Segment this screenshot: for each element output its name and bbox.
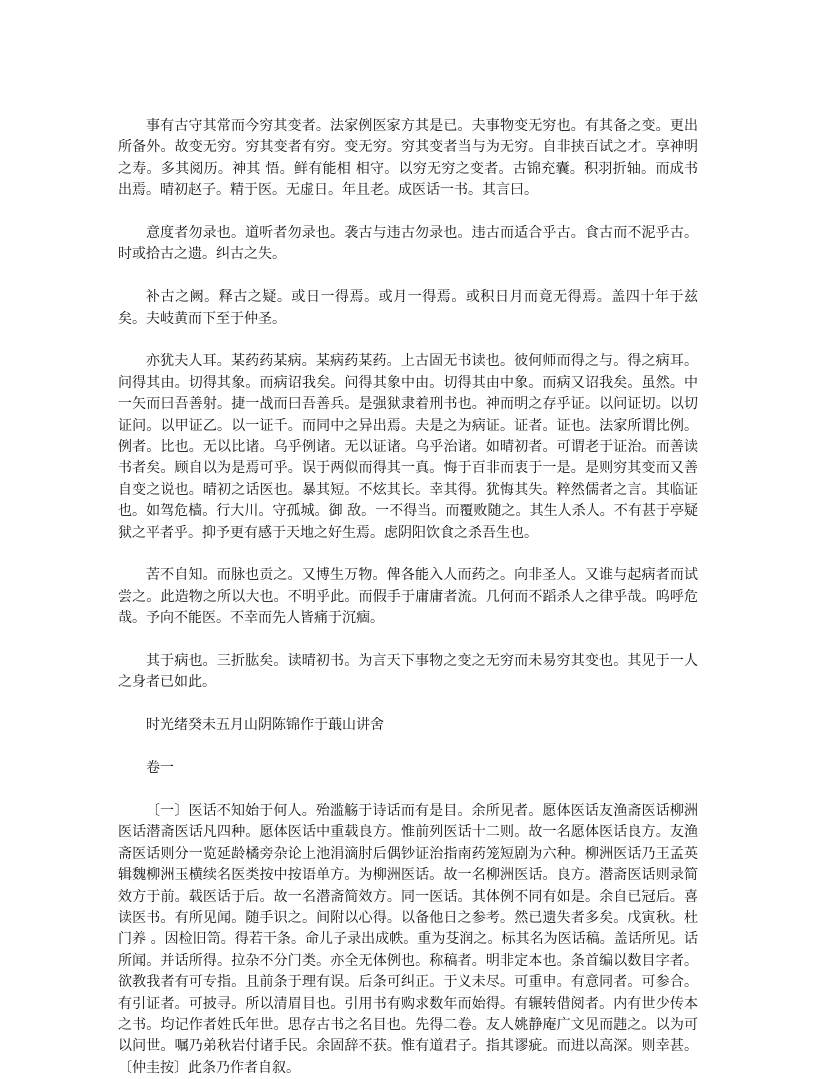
preface-paragraph-3: 补古之阙。释古之疑。或日一得焉。或月一得焉。或积日月而竟无得焉。盖四十年于兹矣。夫岐黄而下至于仲圣。 [118, 289, 698, 327]
preface-paragraph-1: 事有古守其常而今穷其变者。法家例医家方其是已。夫事物变无穷也。有其备之变。更出所备外。故变无穷。穷其变者有穷。变无穷。穷其变者当与为无穷。自非挟百试之才。享神明之寿。多其阅历。神其 悟。鲜有能相 相守。以穷无穷之变者。古锦充囊。积羽折轴。而成书出焉。晴初赵子。精于医。无虚日。年且老。成医话一书。其言曰。 [118, 118, 698, 199]
preface-signature: 时光绪癸未五月山阴陈锦作于蕺山讲舍 [146, 717, 384, 734]
entry-paragraph-1: 〔一〕医话不知始于何人。殆滥觞于诗话而有是目。余所见者。愿体医话友渔斋医话柳洲医话潜斋医话凡四种。愿体医话中重载良方。惟前列医话十二则。故一名愿体医话良方。友渔斋医话则分一览延龄橘旁杂论上池涓滴肘后偶钞证治指南药笼短剧为六种。柳洲医话乃王孟英辑魏柳洲玉横续名医类按中按语单方。为柳洲医话。故一名柳洲医话。良方。潜斋医话则录简效方于前。载医话于后。故一名潜斋简效方。同一医话。其体例不同有如是。余自已冠后。喜读医书。有所见闻。随手识之。间附以心得。以备他日之参考。然已遗失者多矣。戊寅秋。杜门养 。因检旧笥。得若干条。命儿子录出成帙。重为芟润之。标其名为医话稿。盖话所见。话所闻。并话所得。拉杂不分门类。亦全无体例也。称稿者。明非定本也。条首编以数目字者。欲教我者有可专指。且前条于理有误。后条可纠正。于义未尽。可重申。有意同者。可参合。有引证者。可披寻。所以清眉目也。引用书有购求数年而始得。有辗转借阅者。内有世少传本之书。均记作者姓氏年世。思存古书之名目也。先得二卷。友人姚静庵广文见而韪之。以为可以问世。嘱乃弟秋岩付诸手民。余固辞不获。惟有道君子。指其谬疵。而进以高深。则幸甚。〔仲圭按〕此条乃作者自叙。 [118, 802, 698, 1076]
volume-heading: 卷一 [146, 760, 174, 777]
preface-paragraph-2: 意度者勿录也。道听者勿录也。袭古与违古勿录也。违古而适合乎古。食古而不泥乎古。时或拾古之遗。纠古之失。 [118, 225, 698, 263]
preface-paragraph-4: 亦犹夫人耳。某药药某病。某病药某药。上古固无书读也。彼何师而得之与。得之病耳。问得其由。切得其象。而病诏我矣。问得其象中由。切得其由中象。而病又诏我矣。虽然。中一矢而曰吾善射。捷一战而曰吾善兵。是强狱隶着刑书也。神而明之存乎证。以问证切。以切证问。以甲证乙。以一证千。而同中之异出焉。夫是之为病证。证者。证也。法家所谓比例。例者。比也。无以比诸。乌乎例诸。无以证诸。乌乎治诸。如晴初者。可谓老于证治。而善读书者矣。顾自以为是焉可乎。误于两似而得其一真。悔于百非而衷于一是。是则穷其变而又善自变之说也。晴初之话医也。暴其短。不炫其长。幸其得。犹悔其失。粹然儒者之言。其临证也。如驾危樯。行大川。守孤城。御 敌。一不得当。而覆败随之。其生人杀人。不有甚于亭疑狱之平者乎。抑予更有感于天地之好生焉。虑阴阳饮食之杀吾生也。 [118, 353, 698, 541]
preface-paragraph-5: 苦不自知。而脉也贡之。又博生万物。俾各能入人而药之。向非圣人。又谁与起病者而试尝之。此造物之所以大也。不明乎此。而假手于庸庸者流。几何而不蹈杀人之律乎哉。呜呼危哉。予向不能医。不幸而先人皆痛于沉痼。 [118, 567, 698, 627]
document-page [118, 116, 698, 1079]
preface-paragraph-6: 其于病也。三折肱矣。读晴初书。为言天下事物之变之无穷而未易穷其变也。其见于一人之身者已如此。 [118, 653, 698, 691]
